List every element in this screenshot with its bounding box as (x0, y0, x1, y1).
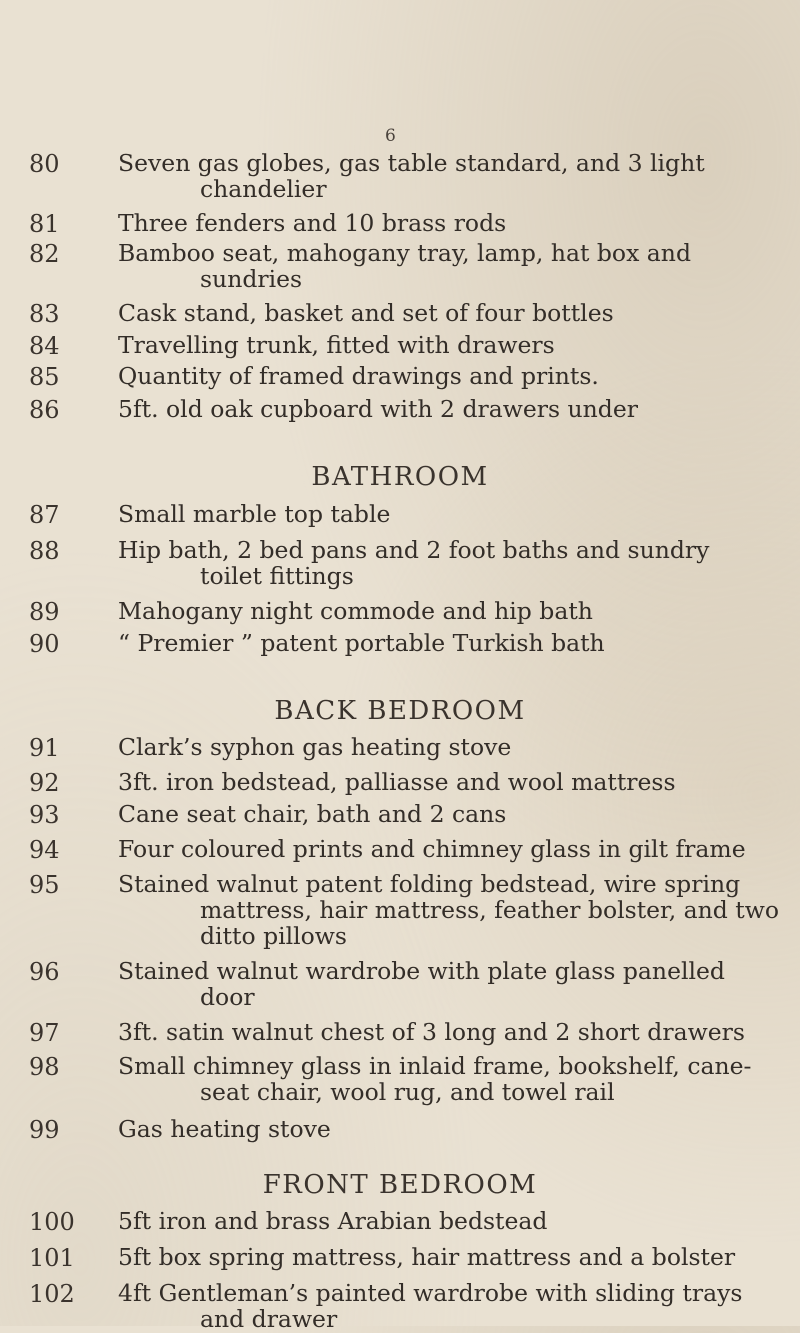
section-heading (0, 1170, 800, 1200)
lot-line: sundries (200, 265, 303, 293)
lot-description (118, 1244, 793, 1270)
section-heading-text: FRONT BEDROOM (262, 1170, 538, 1200)
lot-number: 95 (29, 871, 60, 899)
lot-description (118, 630, 793, 656)
lot-number: 101 (29, 1244, 75, 1272)
lot-number: 84 (29, 332, 60, 360)
lot-line: Bamboo seat, mahogany tray, lamp, hat box and (118, 239, 691, 267)
lot-line: Seven gas globes, gas table standard, and 3 light (118, 149, 705, 177)
lot-number: 86 (29, 396, 60, 424)
lot-line: 5ft. old oak cupboard with 2 drawers under (118, 395, 638, 423)
lot-number: 96 (29, 958, 60, 986)
lot-line: toilet fittings (200, 562, 354, 590)
lot-line: seat chair, wool rug, and towel rail (200, 1078, 615, 1106)
lot-line: 3ft. satin walnut chest of 3 long and 2 short drawers (118, 1018, 745, 1046)
lot-description (118, 1116, 793, 1142)
lot-description (118, 363, 793, 389)
lot-description (118, 801, 793, 827)
lot-description (118, 300, 793, 326)
lot-description (118, 1019, 793, 1045)
lot-number: 87 (29, 501, 60, 529)
lot-description (118, 734, 793, 760)
lot-number: 100 (29, 1208, 75, 1236)
lot-line: and drawer (200, 1305, 338, 1333)
lot-line: 5ft box spring mattress, hair mattress and a bolster (118, 1243, 736, 1271)
lot-number: 102 (29, 1280, 75, 1308)
lot-description (118, 150, 793, 202)
lot-line: Stained walnut patent folding bedstead, wire spring (118, 870, 741, 898)
lot-line: Gas heating stove (118, 1115, 331, 1143)
lot-number: 98 (29, 1053, 60, 1081)
lot-line: Hip bath, 2 bed pans and 2 foot baths and sundry (118, 536, 710, 564)
lot-description (118, 769, 793, 795)
lot-description (118, 1208, 793, 1234)
lot-description (118, 501, 793, 527)
lot-number: 88 (29, 537, 60, 565)
lot-line: Stained walnut wardrobe with plate glass panelled (118, 957, 725, 985)
lot-number: 89 (29, 598, 60, 626)
lot-line: Cane seat chair, bath and 2 cans (118, 800, 507, 828)
lot-number: 90 (29, 630, 60, 658)
lot-line: Small chimney glass in inlaid frame, bookshelf, cane- (118, 1052, 752, 1080)
lot-line: “ Premier ” patent portable Turkish bath (118, 629, 605, 657)
lot-line: Three fenders and 10 brass rods (118, 209, 507, 237)
lot-line: Cask stand, basket and set of four bottles (118, 299, 614, 327)
lot-description (118, 1280, 793, 1332)
lot-line: Small marble top table (118, 500, 391, 528)
lot-line: mattress, hair mattress, feather bolster, and two (200, 896, 780, 924)
lot-number: 80 (29, 150, 60, 178)
lot-number: 85 (29, 363, 60, 391)
lot-line: Clark’s syphon gas heating stove (118, 733, 512, 761)
lot-description (118, 396, 793, 422)
lot-description (118, 537, 793, 589)
lot-number: 81 (29, 210, 60, 238)
lot-description (118, 871, 793, 949)
lot-number: 93 (29, 801, 60, 829)
section-heading (0, 462, 800, 492)
lot-line: door (200, 983, 255, 1011)
lot-line: chandelier (200, 175, 327, 203)
lot-number: 99 (29, 1116, 60, 1144)
lot-number: 94 (29, 836, 60, 864)
lot-line: ditto pillows (200, 922, 347, 950)
page-number: 6 (385, 126, 396, 146)
lot-line: Mahogany night commode and hip bath (118, 597, 593, 625)
lot-line: 3ft. iron bedstead, palliasse and wool mattress (118, 768, 676, 796)
lot-description (118, 240, 793, 292)
lot-description (118, 210, 793, 236)
lot-number: 82 (29, 240, 60, 268)
lot-number: 83 (29, 300, 60, 328)
lot-number: 97 (29, 1019, 60, 1047)
section-heading (0, 696, 800, 726)
lot-description (118, 1053, 793, 1105)
section-heading-text: BACK BEDROOM (274, 696, 526, 726)
lot-description (118, 598, 793, 624)
lot-line: Four coloured prints and chimney glass in gilt frame (118, 835, 746, 863)
lot-description (118, 958, 793, 1010)
lot-number: 92 (29, 769, 60, 797)
lot-description (118, 836, 793, 862)
lot-number: 91 (29, 734, 60, 762)
section-heading-text: BATHROOM (311, 462, 489, 492)
lot-description (118, 332, 793, 358)
lot-line: 5ft iron and brass Arabian bedstead (118, 1207, 548, 1235)
lot-line: 4ft Gentleman’s painted wardrobe with sliding trays (118, 1279, 743, 1307)
lot-line: Travelling trunk, fitted with drawers (118, 331, 555, 359)
lot-line: Quantity of framed drawings and prints. (118, 362, 599, 390)
